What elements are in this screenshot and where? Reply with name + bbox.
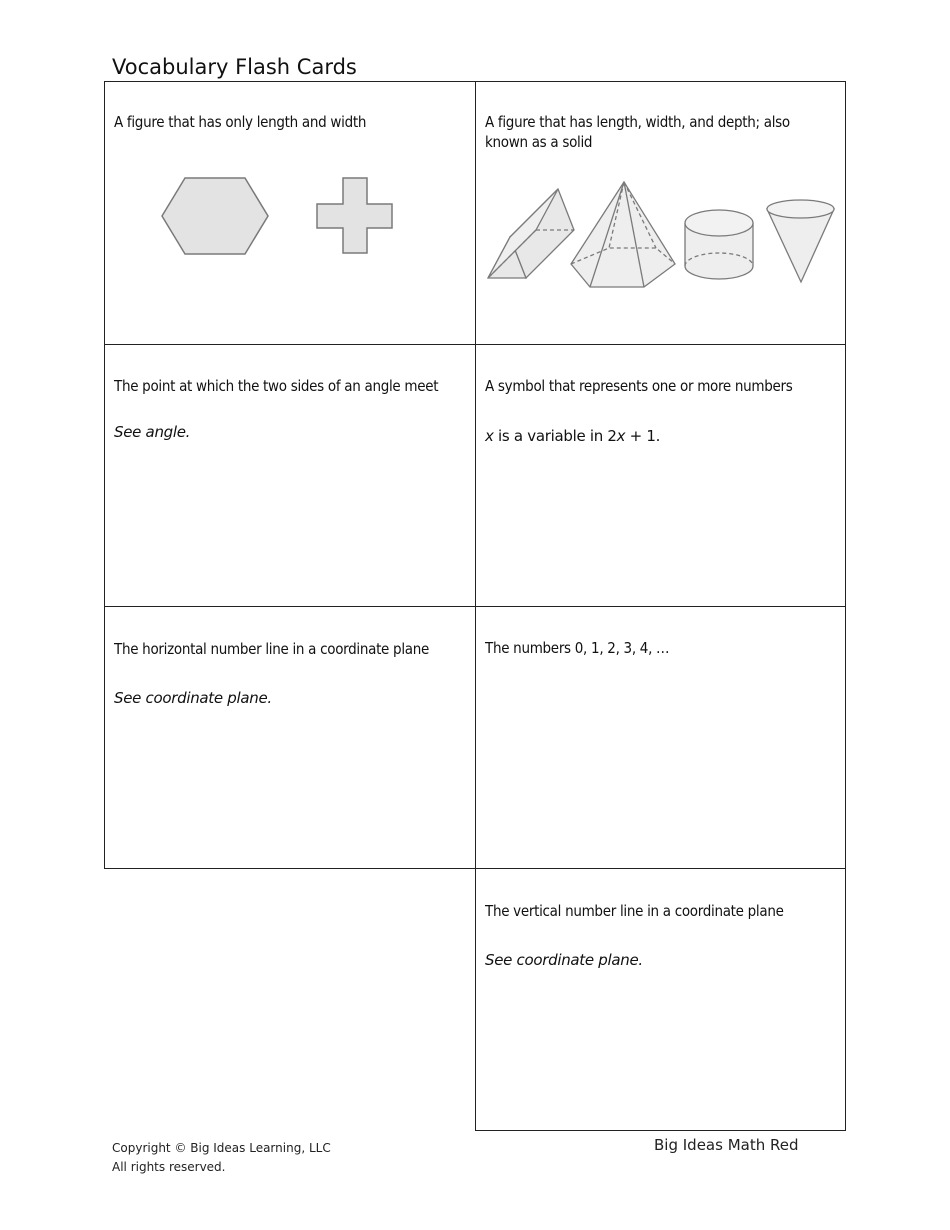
page-title: Vocabulary Flash Cards <box>112 55 357 79</box>
flash-card-two-dimensional <box>104 81 476 345</box>
footer-book-title: Big Ideas Math Red <box>654 1136 799 1154</box>
hexagon-shape <box>162 178 268 254</box>
card-definition: A figure that has only length and width <box>114 113 367 131</box>
flash-card-whole-numbers <box>475 606 846 869</box>
flash-card-variable <box>475 344 846 607</box>
card-definition: A figure that has length, width, and depth; also known as a solid <box>485 113 790 151</box>
variable-x-2: x <box>616 427 626 445</box>
card-note: See coordinate plane. <box>114 689 272 707</box>
example-end: + 1. <box>625 427 661 445</box>
flash-card-three-dimensional <box>475 81 846 345</box>
card-definition: The vertical number line in a coordinate plane <box>485 902 784 920</box>
card-example <box>485 426 660 446</box>
three-dimensional-figures-illustration <box>476 82 847 346</box>
footer-copyright <box>112 1139 331 1177</box>
triangular-prism-shape <box>488 189 574 278</box>
card-note: See angle. <box>114 423 191 441</box>
cone-shape <box>767 200 834 282</box>
cylinder-shape <box>685 210 753 279</box>
hexagonal-pyramid-shape <box>571 182 675 287</box>
card-definition: A symbol that represents one or more numbers <box>485 377 793 395</box>
copyright-text: Copyright © Big Ideas Learning, LLC <box>112 1141 331 1155</box>
flash-card-y-axis <box>475 868 846 1131</box>
example-text: is a variable in 2 <box>493 427 617 445</box>
card-definition: The horizontal number line in a coordinate plane <box>114 640 429 658</box>
variable-x: x <box>485 427 494 445</box>
two-dimensional-figures-illustration <box>105 82 477 346</box>
cross-shape <box>317 178 392 253</box>
card-note: See coordinate plane. <box>485 951 643 969</box>
card-definition: The numbers 0, 1, 2, 3, 4, … <box>485 639 670 657</box>
flash-card-x-axis <box>104 606 476 869</box>
flash-card-vertex <box>104 344 476 607</box>
card-definition: The point at which the two sides of an angle meet <box>114 377 439 395</box>
rights-text: All rights reserved. <box>112 1160 226 1174</box>
